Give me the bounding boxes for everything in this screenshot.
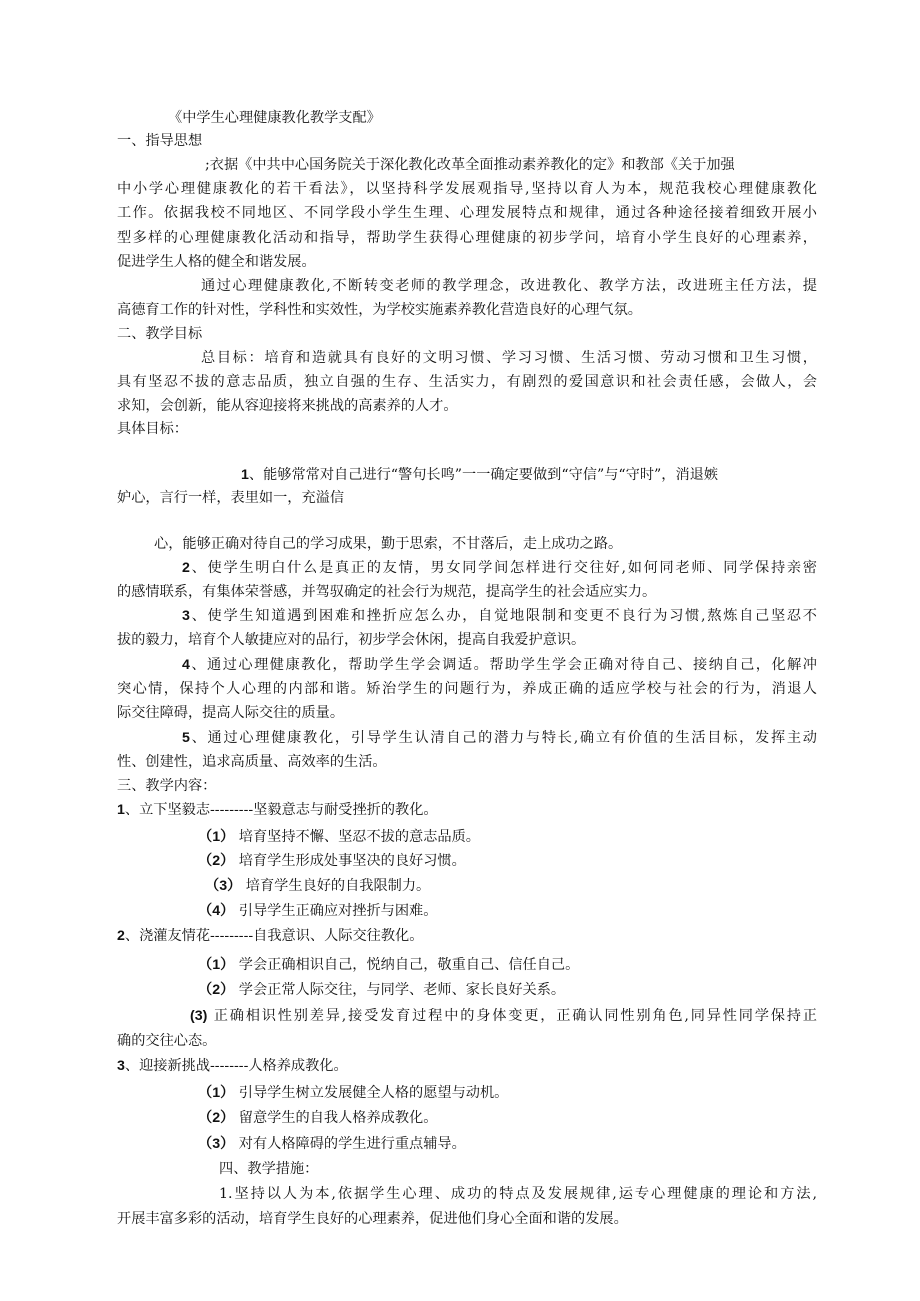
sub-item: （1） 引导学生树立发展健全人格的愿望与动机。 (198, 1085, 509, 1101)
content-number: 3 (117, 1058, 125, 1074)
paragraph-line: 工作。依据我校不同地区、不同学段小学生生理、心理发展特点和规律，通过各种途径接着细致开展小 (117, 205, 817, 221)
sub-item: （3） 对有人格障碍的学生进行重点辅导。 (198, 1136, 466, 1152)
goal-item-1: 1、能够常常对自己进行“警句长鸣”一一确定要做到“守信”与“守时”，消退嫉 (241, 467, 719, 483)
goal-number: 1 (241, 467, 249, 483)
paragraph-line: 1.坚持以人为本,依据学生心理、成功的特点及发展规律,运专心理健康的理论和方法, (219, 1186, 817, 1202)
paragraph-line: 性、创建性，追求高质量、高效率的生活。 (117, 754, 387, 770)
paragraph-line: 妒心，言行一样，表里如一，充溢信 (117, 490, 345, 506)
paragraph-line: 开展丰富多彩的活动，培育学生良好的心理素养，促进他们身心全面和谐的发展。 (117, 1211, 628, 1227)
goal-item-2: 2、使学生明白什么是真正的友情，男女同学间怎样进行交往好,如何同老师、同学保持亲密 (182, 560, 817, 576)
section-heading-teaching-goals: 二、教学目标 (117, 326, 203, 342)
goal-item-4: 4、通过心理健康教化，帮助学生学会调适。帮助学生学会正确对待自己、接纳自己，化解冲 (182, 657, 817, 673)
paragraph-line: 型多样的心理健康教化活动和指导，帮助学生获得心理健康的初步学问，培育小学生良好的心理素养， (117, 230, 817, 246)
sub-item: （3） 培育学生良好的自我限制力。 (205, 878, 431, 894)
document-title: 《中学生心理健康教化教学支配》 (168, 110, 381, 126)
paragraph-line: 际交往障碍，提高人际交往的质量。 (117, 705, 345, 721)
sub-item: （4） 引导学生正确应对挫折与困难。 (198, 903, 438, 919)
paragraph-line: 通过心理健康教化,不断转变老师的教学理念，改进教化、教学方法，改进班主任方法，提 (201, 278, 817, 294)
content-item-1: 1、立下坚毅志---------坚毅意志与耐受挫折的教化。 (117, 802, 438, 818)
section-heading-teaching-measures: 四、教学措施： (219, 1161, 319, 1177)
sub-item: （2） 学会正常人际交往，与同学、老师、家长良好关系。 (198, 982, 566, 998)
paragraph-line: 拔的毅力，培育个人敏捷应对的品行，初步学会休闲，提高自我爱护意识。 (117, 632, 586, 648)
specific-goals-label: 具体目标： (117, 421, 188, 437)
goal-number: 5 (182, 730, 190, 746)
sub-item: (3) 正确相识性别差异,接受发育过程中的身体变更，正确认同性别角色,同异性同学保持正 (190, 1008, 817, 1024)
paragraph-line: 促进学生人格的健全和谐发展。 (117, 254, 316, 270)
goal-item-5: 5、通过心理健康教化，引导学生认清自己的潜力与特长,确立有价值的生活目标，发挥主动 (182, 730, 817, 746)
paragraph-line: 突心情，保持个人心理的内部和谐。矫治学生的问题行为，养成正确的适应学校与社会的行为，消退人 (117, 681, 817, 697)
paragraph-line: 确的交往心态。 (117, 1033, 217, 1049)
sub-item: （2） 培育学生形成处事坚决的良好习惯。 (198, 853, 466, 869)
content-item-2: 2、浇灌友情花---------自我意识、人际交往教化。 (117, 928, 424, 944)
paragraph-line: 中小学心理健康教化的若干看法》，以坚持科学发展观指导,坚持以育人为本，规范我校心理健康教化 (117, 181, 817, 197)
paragraph-line: 心，能够正确对待自己的学习成果，勤于思索，不甘落后，走上成功之路。 (154, 536, 623, 552)
sub-item: （2） 留意学生的自我人格养成教化。 (198, 1110, 438, 1126)
sub-item: （1） 培育坚持不懈、坚忍不拔的意志品质。 (198, 829, 480, 845)
goal-number: 2 (182, 560, 190, 576)
content-number: 2 (117, 928, 125, 944)
paragraph-line: 总目标：培育和造就具有良好的文明习惯、学习习惯、生活习惯、劳动习惯和卫生习惯， (201, 350, 817, 366)
goal-number: 3 (182, 608, 190, 624)
paragraph-line: ;衣据《中共中心国务院关于深化教化改革全面推动素养教化的定》和教部《关于加强 (205, 157, 735, 173)
paragraph-line: 高德育工作的针对性，学科性和实效性，为学校实施素养教化营造良好的心理气氛。 (117, 302, 642, 318)
goal-number: 4 (182, 657, 190, 673)
paragraph-line: 求知，会创新，能从容迎接将来挑战的高素养的人才。 (117, 398, 458, 414)
content-number: 1 (117, 802, 125, 818)
content-item-3: 3、迎接新挑战--------人格养成教化。 (117, 1058, 348, 1074)
paragraph-line: 的感情联系，有集体荣誉感，并驾驭确定的社会行为规范，提高学生的社会适应实力。 (117, 584, 657, 600)
section-heading-teaching-content: 三、教学内容： (117, 778, 217, 794)
sub-item: （1） 学会正确相识自己，悦纳自己，敬重自己、信任自己。 (198, 957, 580, 973)
section-heading-guiding-thought: 一、指导思想 (117, 133, 203, 149)
paragraph-line: 具有坚忍不拔的意志品质，独立自强的生存、生活实力，有剧烈的爱国意识和社会责任感，会做人，会 (117, 374, 817, 390)
goal-item-3: 3、使学生知道遇到困难和挫折应怎么办，自觉地限制和变更不良行为习惯,熬炼自己坚忍不 (182, 608, 817, 624)
